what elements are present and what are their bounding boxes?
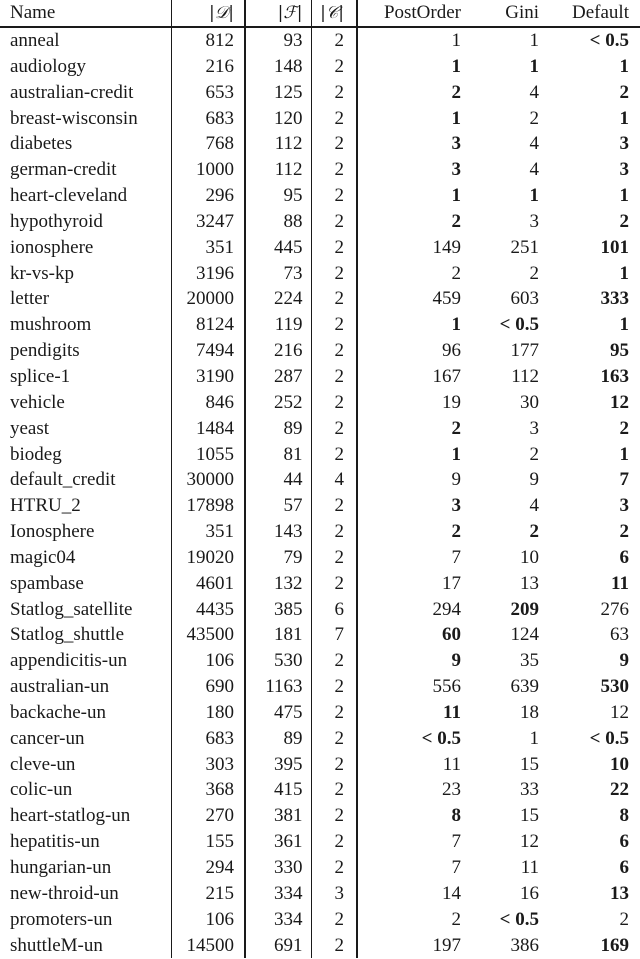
default-value: 8 <box>619 805 629 827</box>
class-count: 6 <box>311 597 357 623</box>
header-postorder: PostOrder <box>357 0 461 27</box>
table-row <box>0 597 640 623</box>
dataset-size: 846 <box>171 390 245 416</box>
class-count: 2 <box>311 803 357 829</box>
gini-value: < 0.5 <box>499 314 539 336</box>
default-value: 10 <box>610 753 629 775</box>
default-value: 22 <box>610 779 629 801</box>
class-count: 2 <box>311 364 357 390</box>
default-value: 2 <box>619 521 629 543</box>
feature-count: 334 <box>245 907 311 933</box>
default-value: 13 <box>610 882 629 904</box>
gini-value: 3 <box>529 417 539 439</box>
gini-value: 2 <box>529 521 539 543</box>
gini-value: 16 <box>520 882 539 904</box>
dataset-name: australian-un <box>10 676 110 698</box>
postorder-value: 1 <box>357 27 461 54</box>
gini-value: 1 <box>529 55 539 77</box>
gini-value: 386 <box>510 934 539 956</box>
class-count: 2 <box>311 390 357 416</box>
dataset-size: 19020 <box>171 545 245 571</box>
postorder-value: 2 <box>357 907 461 933</box>
postorder-value: 294 <box>357 597 461 623</box>
dataset-name: biodeg <box>10 443 62 465</box>
feature-count: 57 <box>245 493 311 519</box>
gini-value: 124 <box>510 624 539 646</box>
table-row <box>0 700 640 726</box>
postorder-value: 459 <box>357 286 461 312</box>
table-row <box>0 27 640 54</box>
class-count: 2 <box>311 416 357 442</box>
default-value: 1 <box>619 185 629 207</box>
class-count: 2 <box>311 700 357 726</box>
dataset-size: 270 <box>171 803 245 829</box>
class-count: 2 <box>311 907 357 933</box>
feature-count: 287 <box>245 364 311 390</box>
default-value: 101 <box>600 236 629 258</box>
postorder-value: 8 <box>357 803 461 829</box>
dataset-size: 106 <box>171 907 245 933</box>
table-row <box>0 777 640 803</box>
gini-value: 209 <box>510 598 539 620</box>
gini-value: 177 <box>510 340 539 362</box>
postorder-value: 1 <box>357 183 461 209</box>
dataset-name: spambase <box>10 572 84 594</box>
postorder-value: 96 <box>357 338 461 364</box>
postorder-value: 23 <box>357 777 461 803</box>
default-value: 2 <box>619 908 629 930</box>
class-count: 2 <box>311 777 357 803</box>
gini-value: 35 <box>520 650 539 672</box>
class-count: 2 <box>311 545 357 571</box>
postorder-value: 9 <box>357 648 461 674</box>
class-count: 2 <box>311 106 357 132</box>
default-value: 1 <box>619 443 629 465</box>
table-row <box>0 803 640 829</box>
feature-count: 415 <box>245 777 311 803</box>
dataset-name: audiology <box>10 55 86 77</box>
dataset-name: appendicitis-un <box>10 650 128 672</box>
postorder-value: 3 <box>357 157 461 183</box>
feature-count: 252 <box>245 390 311 416</box>
feature-count: 530 <box>245 648 311 674</box>
postorder-value: 556 <box>357 674 461 700</box>
gini-value: 1 <box>529 30 539 51</box>
table-row <box>0 442 640 468</box>
dataset-name: magic04 <box>10 546 76 568</box>
default-value: 333 <box>600 288 629 310</box>
dataset-name: Statlog_satellite <box>10 598 133 620</box>
class-count: 3 <box>311 881 357 907</box>
default-value: 7 <box>619 469 629 491</box>
table-row <box>0 131 640 157</box>
postorder-value: 149 <box>357 235 461 261</box>
dataset-name: yeast <box>10 417 50 439</box>
postorder-value: 2 <box>357 80 461 106</box>
dataset-size: 1055 <box>171 442 245 468</box>
class-count: 2 <box>311 131 357 157</box>
table-row <box>0 907 640 933</box>
header-name: Name <box>0 0 171 27</box>
table-row <box>0 235 640 261</box>
gini-value: 30 <box>520 391 539 413</box>
feature-count: 81 <box>245 442 311 468</box>
postorder-value: 1 <box>357 312 461 338</box>
table-row <box>0 338 640 364</box>
dataset-size: 20000 <box>171 286 245 312</box>
header-class-count: |𝒞| <box>311 0 357 27</box>
feature-count: 73 <box>245 261 311 287</box>
gini-value: 9 <box>529 469 539 491</box>
default-value: < 0.5 <box>589 30 629 51</box>
table-row <box>0 416 640 442</box>
class-count: 2 <box>311 54 357 80</box>
class-count: 2 <box>311 157 357 183</box>
feature-count: 475 <box>245 700 311 726</box>
postorder-value: 19 <box>357 390 461 416</box>
gini-value: 603 <box>510 288 539 310</box>
gini-value: 18 <box>520 701 539 723</box>
table-row <box>0 829 640 855</box>
default-value: 2 <box>619 81 629 103</box>
class-count: 2 <box>311 286 357 312</box>
dataset-size: 4435 <box>171 597 245 623</box>
dataset-name: mushroom <box>10 314 92 336</box>
dataset-size: 7494 <box>171 338 245 364</box>
default-value: 12 <box>610 701 629 723</box>
dataset-name: letter <box>10 288 50 310</box>
table-row <box>0 493 640 519</box>
postorder-value: 2 <box>357 209 461 235</box>
dataset-size: 1484 <box>171 416 245 442</box>
table-row <box>0 390 640 416</box>
gini-value: 2 <box>529 262 539 284</box>
dataset-size: 296 <box>171 183 245 209</box>
dataset-size: 690 <box>171 674 245 700</box>
dataset-name: backache-un <box>10 701 106 723</box>
table-row <box>0 209 640 235</box>
class-count: 2 <box>311 312 357 338</box>
header-gini: Gini <box>461 0 539 27</box>
postorder-value: 1 <box>357 442 461 468</box>
postorder-value: 7 <box>357 829 461 855</box>
postorder-value: 1 <box>357 106 461 132</box>
dataset-name: HTRU_2 <box>10 495 81 517</box>
table-row <box>0 80 640 106</box>
feature-count: 120 <box>245 106 311 132</box>
dataset-name: splice-1 <box>10 365 71 387</box>
feature-count: 132 <box>245 571 311 597</box>
feature-count: 1163 <box>245 674 311 700</box>
postorder-value: 2 <box>357 261 461 287</box>
gini-value: 639 <box>510 676 539 698</box>
class-count: 2 <box>311 261 357 287</box>
table-row <box>0 157 640 183</box>
class-count: 2 <box>311 648 357 674</box>
dataset-size: 683 <box>171 106 245 132</box>
postorder-value: 60 <box>357 622 461 648</box>
postorder-value: 197 <box>357 933 461 959</box>
class-count: 2 <box>311 855 357 881</box>
dataset-size: 368 <box>171 777 245 803</box>
feature-count: 381 <box>245 803 311 829</box>
dataset-name: Statlog_shuttle <box>10 624 124 646</box>
dataset-size: 43500 <box>171 622 245 648</box>
table-row <box>0 752 640 778</box>
postorder-value: 17 <box>357 571 461 597</box>
default-value: 1 <box>619 55 629 77</box>
gini-value: 2 <box>529 107 539 129</box>
dataset-size: 180 <box>171 700 245 726</box>
table-row <box>0 183 640 209</box>
dataset-name: hepatitis-un <box>10 831 100 853</box>
gini-value: 33 <box>520 779 539 801</box>
feature-count: 88 <box>245 209 311 235</box>
default-value: 169 <box>600 934 629 956</box>
feature-count: 216 <box>245 338 311 364</box>
default-value: 12 <box>610 391 629 413</box>
feature-count: 181 <box>245 622 311 648</box>
default-value: 163 <box>600 365 629 387</box>
default-value: 276 <box>600 598 629 620</box>
gini-value: 4 <box>529 133 539 155</box>
dataset-size: 216 <box>171 54 245 80</box>
default-value: 9 <box>619 650 629 672</box>
dataset-name: breast-wisconsin <box>10 107 138 129</box>
dataset-name: promoters-un <box>10 908 113 930</box>
table-row <box>0 545 640 571</box>
table-row <box>0 106 640 132</box>
dataset-size: 215 <box>171 881 245 907</box>
default-value: 530 <box>600 676 629 698</box>
default-value: 63 <box>610 624 629 646</box>
default-value: 3 <box>619 133 629 155</box>
default-value: 6 <box>619 831 629 853</box>
default-value: 6 <box>619 857 629 878</box>
dataset-size: 3190 <box>171 364 245 390</box>
gini-value: 11 <box>520 857 539 878</box>
dataset-name: anneal <box>10 30 60 51</box>
table-body <box>0 27 640 958</box>
class-count: 2 <box>311 571 357 597</box>
postorder-value: 11 <box>357 700 461 726</box>
table-row <box>0 312 640 338</box>
table-row <box>0 881 640 907</box>
postorder-value: 11 <box>357 752 461 778</box>
default-value: 1 <box>619 107 629 129</box>
class-count: 2 <box>311 209 357 235</box>
dataset-size: 3247 <box>171 209 245 235</box>
class-count: 2 <box>311 493 357 519</box>
feature-count: 112 <box>245 157 311 183</box>
class-count: 2 <box>311 235 357 261</box>
dataset-size: 812 <box>171 27 245 54</box>
gini-value: 12 <box>520 831 539 853</box>
dataset-size: 683 <box>171 726 245 752</box>
table-row <box>0 519 640 545</box>
default-value: 3 <box>619 159 629 181</box>
postorder-value: 3 <box>357 131 461 157</box>
gini-value: 2 <box>529 443 539 465</box>
table-row <box>0 726 640 752</box>
feature-count: 395 <box>245 752 311 778</box>
default-value: 11 <box>611 572 629 594</box>
dataset-name: kr-vs-kp <box>10 262 74 284</box>
feature-count: 334 <box>245 881 311 907</box>
default-value: 6 <box>619 546 629 568</box>
dataset-size: 3196 <box>171 261 245 287</box>
postorder-value: 9 <box>357 467 461 493</box>
postorder-value: 7 <box>357 545 461 571</box>
dataset-size: 155 <box>171 829 245 855</box>
default-value: 3 <box>619 495 629 517</box>
dataset-name: heart-cleveland <box>10 185 128 207</box>
feature-count: 119 <box>245 312 311 338</box>
header-dataset-size: |𝒟| <box>171 0 245 27</box>
dataset-size: 106 <box>171 648 245 674</box>
table-row <box>0 674 640 700</box>
feature-count: 361 <box>245 829 311 855</box>
feature-count: 79 <box>245 545 311 571</box>
gini-value: 4 <box>529 81 539 103</box>
table-row <box>0 286 640 312</box>
table-row <box>0 54 640 80</box>
class-count: 2 <box>311 829 357 855</box>
table-row <box>0 622 640 648</box>
dataset-size: 1000 <box>171 157 245 183</box>
class-count: 2 <box>311 519 357 545</box>
class-count: 2 <box>311 183 357 209</box>
dataset-name: colic-un <box>10 779 73 801</box>
default-value: 1 <box>619 314 629 336</box>
gini-value: 15 <box>520 753 539 775</box>
feature-count: 93 <box>245 27 311 54</box>
dataset-size: 768 <box>171 131 245 157</box>
default-value: 2 <box>619 417 629 439</box>
class-count: 2 <box>311 442 357 468</box>
class-count: 2 <box>311 933 357 959</box>
table-row <box>0 467 640 493</box>
feature-count: 95 <box>245 183 311 209</box>
postorder-value: 167 <box>357 364 461 390</box>
table-row <box>0 648 640 674</box>
feature-count: 143 <box>245 519 311 545</box>
dataset-name: vehicle <box>10 391 65 413</box>
table-row <box>0 364 640 390</box>
feature-count: 691 <box>245 933 311 959</box>
class-count: 2 <box>311 80 357 106</box>
gini-value: 4 <box>529 159 539 181</box>
default-value: 95 <box>610 340 629 362</box>
class-count: 2 <box>311 674 357 700</box>
dataset-size: 8124 <box>171 312 245 338</box>
gini-value: 1 <box>529 727 539 749</box>
table-row <box>0 933 640 959</box>
gini-value: 1 <box>529 185 539 207</box>
class-count: 2 <box>311 338 357 364</box>
gini-value: 15 <box>520 805 539 827</box>
gini-value: 4 <box>529 495 539 517</box>
default-value: < 0.5 <box>589 727 629 749</box>
postorder-value: 14 <box>357 881 461 907</box>
feature-count: 44 <box>245 467 311 493</box>
dataset-name: diabetes <box>10 133 73 155</box>
gini-value: 112 <box>511 365 539 387</box>
postorder-value: < 0.5 <box>357 726 461 752</box>
dataset-size: 17898 <box>171 493 245 519</box>
dataset-name: cleve-un <box>10 753 76 775</box>
feature-count: 148 <box>245 54 311 80</box>
postorder-value: 2 <box>357 416 461 442</box>
gini-value: 13 <box>520 572 539 594</box>
feature-count: 385 <box>245 597 311 623</box>
dataset-name: hungarian-un <box>10 857 112 878</box>
dataset-size: 653 <box>171 80 245 106</box>
table-row <box>0 261 640 287</box>
gini-value: 3 <box>529 210 539 232</box>
dataset-name: Ionosphere <box>10 521 95 543</box>
dataset-size: 294 <box>171 855 245 881</box>
feature-count: 89 <box>245 416 311 442</box>
dataset-name: hypothyroid <box>10 210 103 232</box>
feature-count: 89 <box>245 726 311 752</box>
dataset-name: heart-statlog-un <box>10 805 131 827</box>
feature-count: 330 <box>245 855 311 881</box>
feature-count: 125 <box>245 80 311 106</box>
dataset-name: new-throid-un <box>10 882 119 904</box>
dataset-size: 30000 <box>171 467 245 493</box>
feature-count: 445 <box>245 235 311 261</box>
postorder-value: 7 <box>357 855 461 881</box>
dataset-name: shuttleM-un <box>10 934 103 956</box>
gini-value: 251 <box>510 236 539 258</box>
header-default: Default <box>539 0 640 27</box>
dataset-size: 303 <box>171 752 245 778</box>
gini-value: < 0.5 <box>499 908 539 930</box>
dataset-name: german-credit <box>10 159 117 181</box>
dataset-name: pendigits <box>10 340 80 362</box>
default-value: 1 <box>619 262 629 284</box>
class-count: 2 <box>311 27 357 54</box>
dataset-name: ionosphere <box>10 236 94 258</box>
class-count: 2 <box>311 752 357 778</box>
postorder-value: 2 <box>357 519 461 545</box>
feature-count: 224 <box>245 286 311 312</box>
table-row <box>0 571 640 597</box>
dataset-size: 351 <box>171 519 245 545</box>
class-count: 7 <box>311 622 357 648</box>
dataset-name: australian-credit <box>10 81 134 103</box>
gini-value: 10 <box>520 546 539 568</box>
dataset-name: cancer-un <box>10 727 85 749</box>
table-row <box>0 855 640 881</box>
class-count: 4 <box>311 467 357 493</box>
dataset-name: default_credit <box>10 469 116 491</box>
default-value: 2 <box>619 210 629 232</box>
postorder-value: 3 <box>357 493 461 519</box>
dataset-size: 14500 <box>171 933 245 959</box>
dataset-size: 351 <box>171 235 245 261</box>
class-count: 2 <box>311 726 357 752</box>
feature-count: 112 <box>245 131 311 157</box>
postorder-value: 1 <box>357 54 461 80</box>
dataset-size: 4601 <box>171 571 245 597</box>
header-row <box>0 0 640 27</box>
header-feature-count: |ℱ| <box>245 0 311 27</box>
